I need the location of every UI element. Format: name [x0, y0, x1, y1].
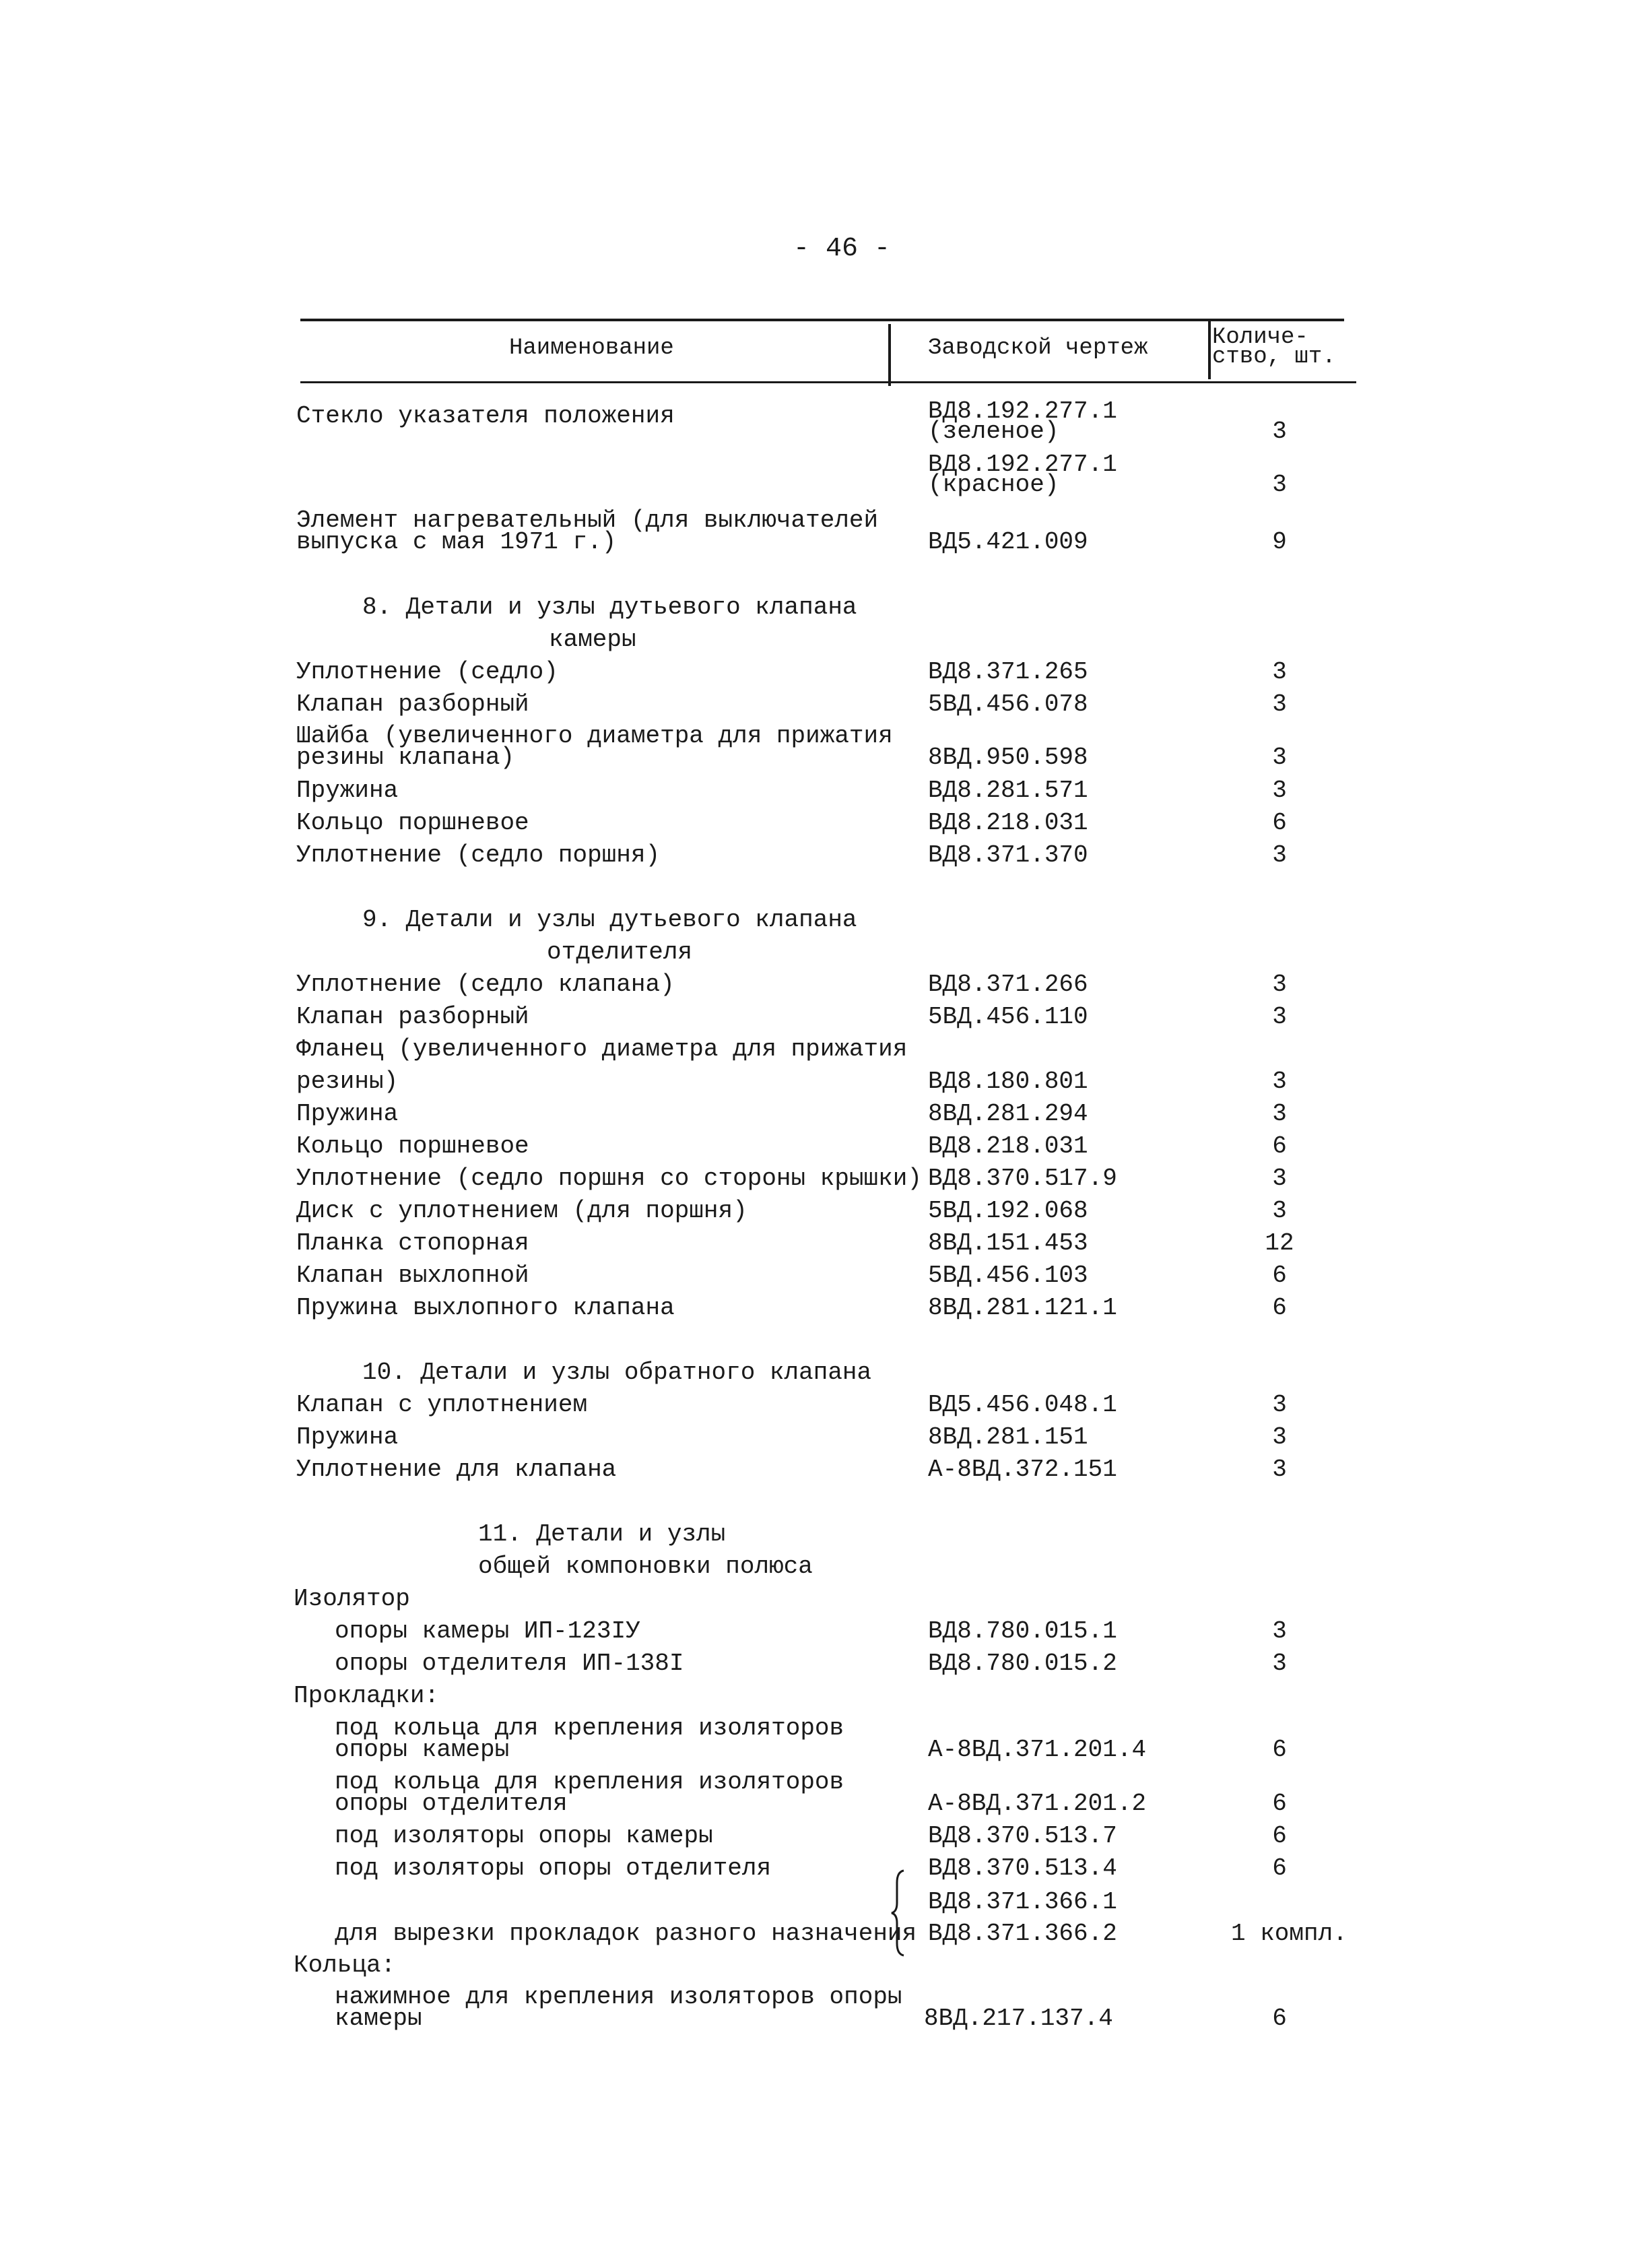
- row-name: Элемент нагревательный (для выключателей: [296, 507, 879, 534]
- row-drawing: ВД8.371.265: [928, 658, 1088, 686]
- row-name: под кольца для крепления изоляторов: [335, 1768, 844, 1796]
- section-11-subtitle: общей компоновки полюса: [478, 1553, 813, 1580]
- row-qty: 3: [1272, 1456, 1287, 1483]
- row-name: Пружина: [296, 1423, 399, 1451]
- row-name: Кольцо поршневое: [296, 1132, 529, 1160]
- section-10-title: 10. Детали и узлы обратного клапана: [362, 1359, 872, 1386]
- row-qty: 3: [1272, 1391, 1287, 1419]
- row-qty: 6: [1272, 1822, 1287, 1850]
- row-name: Уплотнение для клапана: [296, 1456, 617, 1483]
- row-drawing: ВД8.371.266: [928, 971, 1088, 998]
- row-qty: 6: [1272, 1294, 1287, 1322]
- row-name: под изоляторы опоры камеры: [335, 1822, 713, 1850]
- row-qty: 3: [1272, 1423, 1287, 1451]
- row-drawing: 5ВД.456.110: [928, 1003, 1088, 1031]
- header-name: Наименование: [509, 335, 674, 361]
- section-8-subtitle: камеры: [549, 626, 636, 653]
- row-qty: 6: [1272, 1736, 1287, 1763]
- row-qty: 6: [1272, 2005, 1287, 2032]
- section-11-title: 11. Детали и узлы: [478, 1520, 726, 1548]
- row-drawing: ВД8.780.015.1: [928, 1617, 1117, 1645]
- row-drawing: ВД8.371.370: [928, 841, 1088, 869]
- row-drawing: 8ВД.281.121.1: [928, 1294, 1117, 1322]
- row-qty: 6: [1272, 1790, 1287, 1817]
- row-qty: 3: [1272, 471, 1287, 498]
- row-drawing: ВД8.192.277.1: [928, 397, 1117, 425]
- row-drawing: А-8ВД.372.151: [928, 1456, 1117, 1483]
- row-drawing-note: (зеленое): [928, 418, 1059, 445]
- page-number: - 46 -: [793, 234, 891, 264]
- row-drawing: ВД8.780.015.2: [928, 1650, 1117, 1677]
- section-9-title: 9. Детали и узлы дутьевого клапана: [362, 906, 857, 934]
- row-name: Изолятор: [294, 1585, 410, 1613]
- row-name: опоры отделителя ИП-138I: [335, 1650, 684, 1677]
- row-name-cont: опоры отделителя: [335, 1790, 568, 1817]
- row-qty: 6: [1272, 1854, 1287, 1882]
- header-drawing: Заводской чертеж: [928, 335, 1148, 361]
- row-drawing: 8ВД.281.294: [928, 1100, 1088, 1128]
- row-qty: 6: [1272, 809, 1287, 837]
- row-name: Уплотнение (седло поршня со стороны крышки): [296, 1165, 922, 1192]
- row-qty: 6: [1272, 1132, 1287, 1160]
- row-drawing: 5ВД.192.068: [928, 1197, 1088, 1225]
- row-name: Шайба (увеличенного диаметра для прижатия: [296, 722, 893, 750]
- row-name: Кольцо поршневое: [296, 809, 529, 837]
- header-divider-1: [888, 324, 891, 386]
- row-name: Кольца:: [294, 1951, 396, 1979]
- row-name: Уплотнение (седло клапана): [296, 971, 675, 998]
- row-name: Прокладки:: [294, 1682, 440, 1710]
- row-qty: 1 компл.: [1231, 1920, 1347, 1947]
- section-9-subtitle: отделителя: [547, 938, 693, 966]
- row-name: опоры камеры ИП-123IУ: [335, 1617, 640, 1645]
- row-name: Пружина: [296, 1100, 399, 1128]
- row-name: нажимное для крепления изоляторов опоры: [335, 1983, 902, 2011]
- row-qty: 3: [1272, 1068, 1287, 1095]
- row-name: Клапан разборный: [296, 690, 529, 718]
- row-name-cont: резины клапана): [296, 744, 515, 771]
- row-name-cont: опоры камеры: [335, 1736, 510, 1763]
- header-top-rule: [300, 319, 1344, 321]
- header-bottom-rule: [300, 381, 1356, 383]
- row-name: для вырезки прокладок разного назначения: [335, 1920, 917, 1947]
- header-qty-line1: Количе-: [1212, 325, 1308, 350]
- row-name: под кольца для крепления изоляторов: [335, 1714, 844, 1742]
- row-qty: 3: [1272, 777, 1287, 804]
- row-drawing: ВД5.421.009: [928, 528, 1088, 556]
- row-qty: 3: [1272, 1617, 1287, 1645]
- row-drawing: А-8ВД.371.201.4: [928, 1736, 1147, 1763]
- header-qty-line2: ство, шт.: [1212, 344, 1336, 370]
- row-name-cont: камеры: [335, 2005, 422, 2032]
- row-name: Планка стопорная: [296, 1229, 529, 1257]
- row-qty: 3: [1272, 971, 1287, 998]
- row-drawing: 5ВД.456.103: [928, 1262, 1088, 1289]
- row-name: Уплотнение (седло): [296, 658, 558, 686]
- row-drawing: 8ВД.151.453: [928, 1229, 1088, 1257]
- row-qty: 3: [1272, 1003, 1287, 1031]
- row-name: Стекло указателя положения: [296, 402, 675, 430]
- row-drawing: ВД8.180.801: [928, 1068, 1088, 1095]
- row-name-cont: выпуска с мая 1971 г.): [296, 528, 617, 556]
- row-qty: 12: [1265, 1229, 1294, 1257]
- row-qty: 3: [1272, 1650, 1287, 1677]
- row-qty: 3: [1272, 744, 1287, 771]
- row-qty: 9: [1272, 528, 1287, 556]
- row-qty: 3: [1272, 658, 1287, 686]
- row-qty: 6: [1272, 1262, 1287, 1289]
- row-drawing: ВД8.371.366.1: [928, 1888, 1117, 1916]
- row-name: под изоляторы опоры отделителя: [335, 1854, 772, 1882]
- row-name: Пружина выхлопного клапана: [296, 1294, 675, 1322]
- row-name: Клапан с уплотнением: [296, 1391, 588, 1419]
- row-drawing: ВД8.370.513.4: [928, 1854, 1117, 1882]
- row-drawing: 5ВД.456.078: [928, 690, 1088, 718]
- row-drawing: ВД5.456.048.1: [928, 1391, 1117, 1419]
- row-drawing: ВД8.370.517.9: [928, 1165, 1117, 1192]
- row-drawing: ВД8.371.366.2: [928, 1920, 1117, 1947]
- row-drawing: 8ВД.950.598: [928, 744, 1088, 771]
- row-drawing: ВД8.370.513.7: [928, 1822, 1117, 1850]
- row-drawing: 8ВД.281.151: [928, 1423, 1088, 1451]
- row-qty: 3: [1272, 690, 1287, 718]
- row-drawing-note: (красное): [928, 471, 1059, 498]
- row-qty: 3: [1272, 1197, 1287, 1225]
- header-divider-2: [1208, 319, 1211, 379]
- row-name: Уплотнение (седло поршня): [296, 841, 661, 869]
- row-qty: 3: [1272, 1100, 1287, 1128]
- row-drawing: А-8ВД.371.201.2: [928, 1790, 1147, 1817]
- row-drawing: 8ВД.217.137.4: [924, 2005, 1113, 2032]
- row-drawing: ВД8.218.031: [928, 809, 1088, 837]
- row-drawing: ВД8.218.031: [928, 1132, 1088, 1160]
- row-drawing: ВД8.281.571: [928, 777, 1088, 804]
- row-name: Клапан разборный: [296, 1003, 529, 1031]
- row-qty: 3: [1272, 1165, 1287, 1192]
- section-8-title: 8. Детали и узлы дутьевого клапана: [362, 593, 857, 621]
- row-name: Клапан выхлопной: [296, 1262, 529, 1289]
- row-name: резины): [296, 1068, 399, 1095]
- row-name: Пружина: [296, 777, 399, 804]
- row-name: Фланец (увеличенного диаметра для прижатия: [296, 1035, 908, 1063]
- row-qty: 3: [1272, 841, 1287, 869]
- row-drawing: ВД8.192.277.1: [928, 451, 1117, 478]
- row-name: Диск с уплотнением (для поршня): [296, 1197, 747, 1225]
- row-qty: 3: [1272, 418, 1287, 445]
